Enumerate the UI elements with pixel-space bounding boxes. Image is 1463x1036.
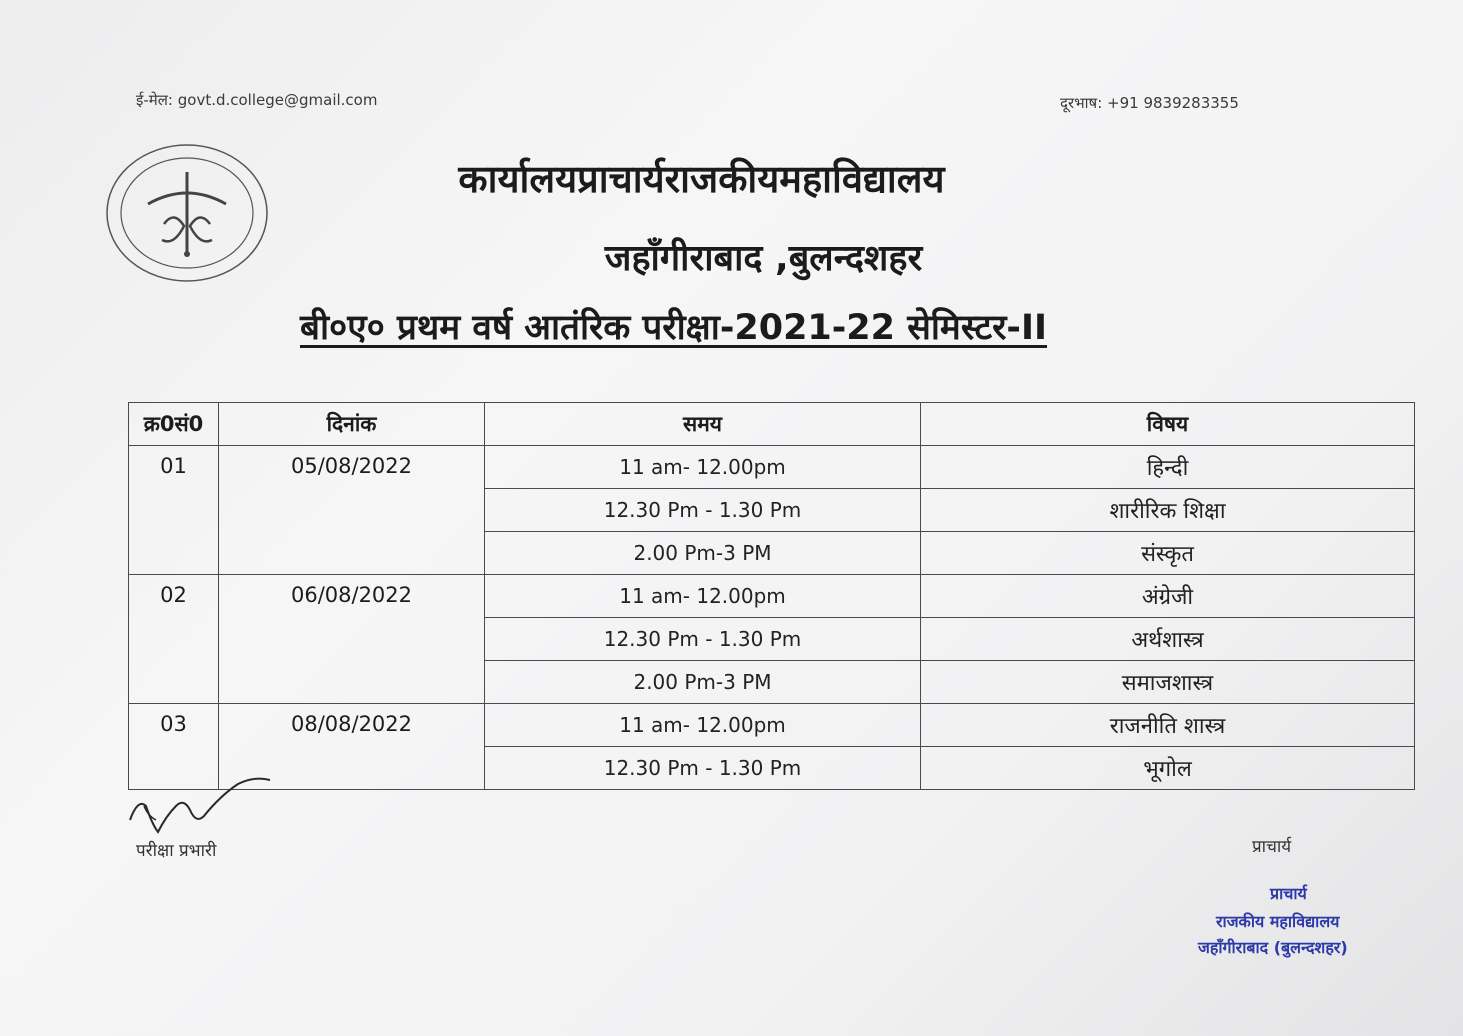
time-cell: 12.30 Pm - 1.30 Pm: [485, 747, 921, 790]
serial-cell: 03: [129, 704, 219, 790]
college-phone: दूरभाष: +91 9839283355: [1060, 94, 1239, 112]
subject-cell: अंग्रेजी: [921, 575, 1415, 618]
date-cell: 08/08/2022: [219, 704, 485, 790]
time-cell: 12.30 Pm - 1.30 Pm: [485, 618, 921, 661]
serial-cell: 01: [129, 446, 219, 575]
time-cell: 11 am- 12.00pm: [485, 704, 921, 747]
subject-cell: राजनीति शास्त्र: [921, 704, 1415, 747]
principal-label: प्राचार्य: [1252, 837, 1292, 857]
serial-cell: 02: [129, 575, 219, 704]
time-cell: 11 am- 12.00pm: [485, 446, 921, 489]
time-cell: 2.00 Pm-3 PM: [485, 532, 921, 575]
header-subject: विषय: [921, 403, 1415, 446]
college-location: जहाँगीराबाद ,बुलन्दशहर: [604, 238, 923, 279]
incharge-signature: [124, 776, 284, 846]
subject-cell: संस्कृत: [921, 532, 1415, 575]
subject-cell: शारीरिक शिक्षा: [921, 489, 1415, 532]
table-header-row: [129, 403, 1415, 446]
principal-stamp-title: प्राचार्य: [1270, 884, 1307, 903]
header-date: दिनांक: [219, 403, 485, 446]
exam-schedule-table: [128, 402, 1415, 790]
header-time: समय: [485, 403, 921, 446]
college-email: ई-मेल: govt.d.college@gmail.com: [136, 91, 378, 109]
time-cell: 12.30 Pm - 1.30 Pm: [485, 489, 921, 532]
subject-cell: अर्थशास्त्र: [921, 618, 1415, 661]
subject-cell: हिन्दी: [921, 446, 1415, 489]
principal-stamp-location: जहाँगीराबाद (बुलन्दशहर): [1198, 938, 1348, 957]
table-row: [129, 575, 1415, 618]
date-cell: 06/08/2022: [219, 575, 485, 704]
principal-stamp-college: राजकीय महाविद्यालय: [1216, 912, 1340, 931]
time-cell: 11 am- 12.00pm: [485, 575, 921, 618]
table-row: [129, 704, 1415, 747]
office-title: कार्यालयप्राचार्यराजकीयमहाविद्यालय: [458, 157, 945, 201]
table-row: [129, 446, 1415, 489]
subject-cell: समाजशास्त्र: [921, 661, 1415, 704]
time-cell: 2.00 Pm-3 PM: [485, 661, 921, 704]
header-serial: क्र0सं0: [129, 403, 219, 446]
date-cell: 05/08/2022: [219, 446, 485, 575]
exam-incharge-label: परीक्षा प्रभारी: [136, 841, 217, 861]
subject-cell: भूगोल: [921, 747, 1415, 790]
exam-title: बी०ए० प्रथम वर्ष आतंरिक परीक्षा-2021-22 सेमिस्टर-II: [300, 308, 1047, 348]
